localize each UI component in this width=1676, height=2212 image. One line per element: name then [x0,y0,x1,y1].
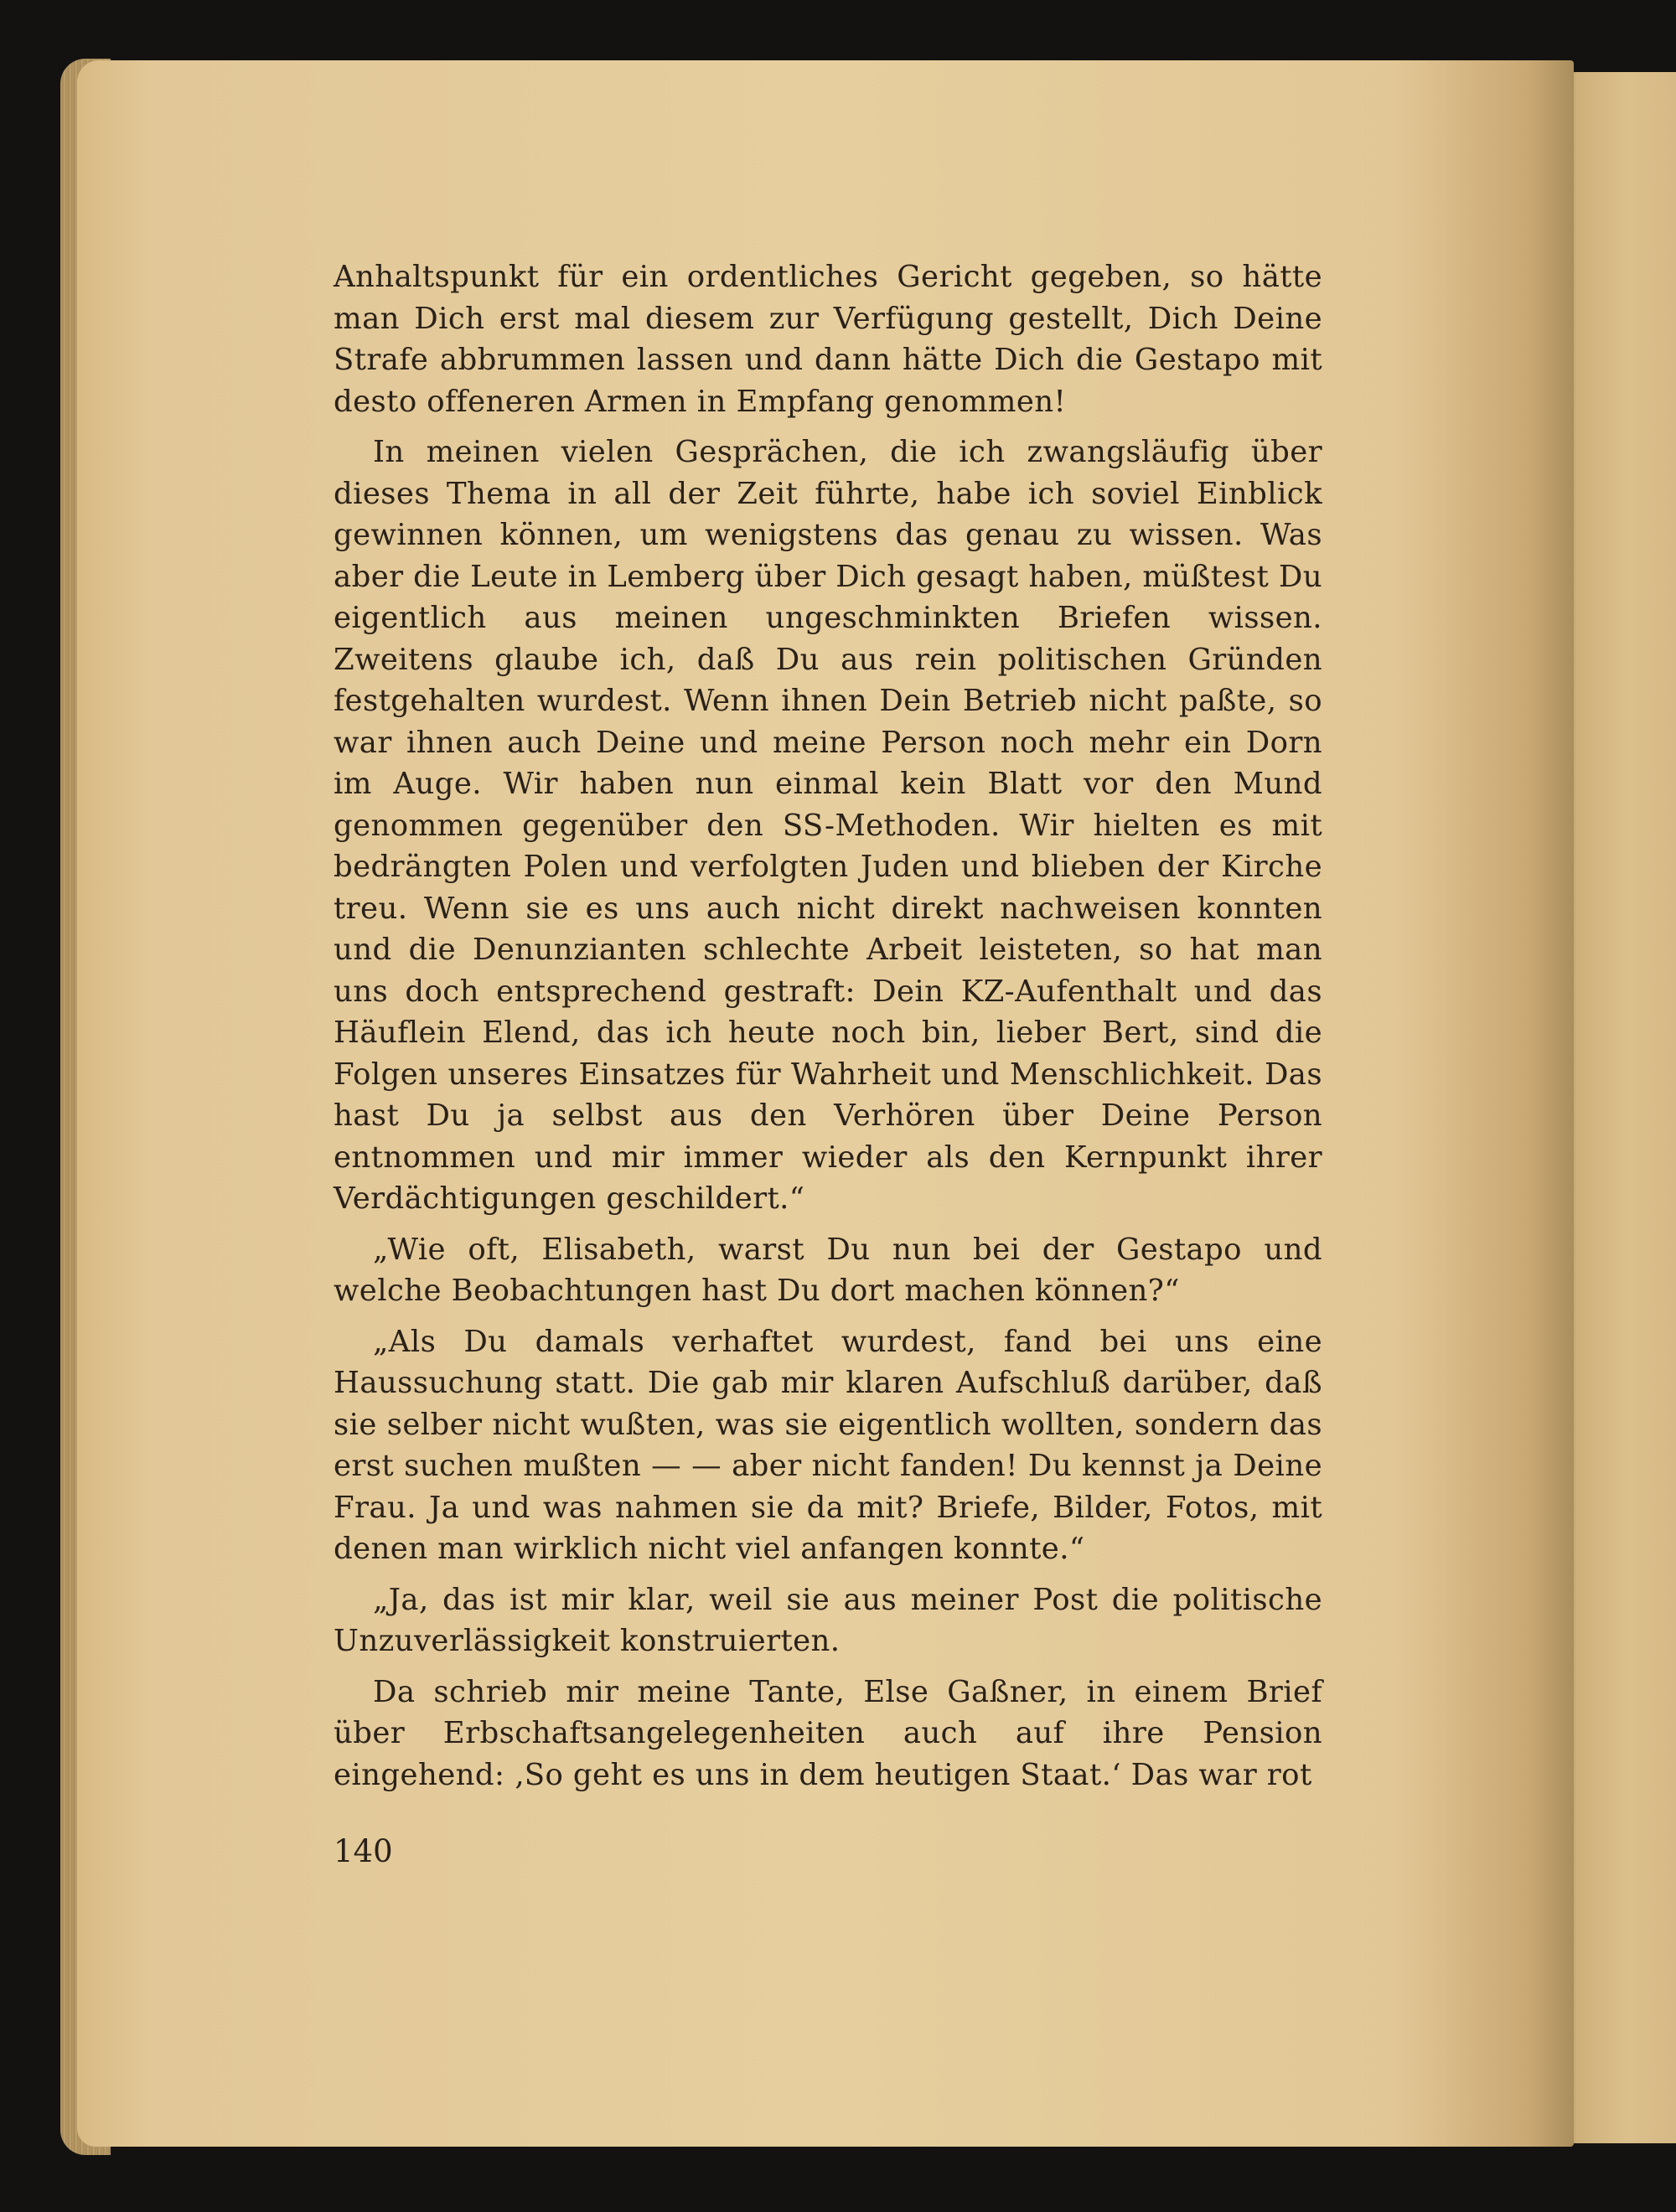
paragraph: „Als Du damals verhaftet wurdest, fand bei uns eine Haussuchung statt. Die gab mir klaren Aufschluß darüber, daß sie selber nicht wußten, was sie eigentlich wollten, sondern das erst suchen mußten — — aber nicht fanden! Du kennst ja Deine Frau. Ja und was nahmen sie da mit? Briefe, Bilder, Fotos, mit denen man wirklich nicht viel anfangen konnte.“ [334,1324,1322,1566]
paragraph: In meinen vielen Gesprächen, die ich zwangsläufig über dieses Thema in all der Zeit führte, habe ich soviel Einblick gewinnen können, um wenigstens das genau zu wissen. Was aber die Leute in Lemberg über Dich gesagt haben, müßtest Du eigentlich aus meinen ungeschminkten Briefen wissen. Zweitens glaube ich, daß Du aus rein politischen Gründen festgehalten wurdest. Wenn ihnen Dein Betrieb nicht paßte, so war ihnen auch Deine und meine Person noch mehr ein Dorn im Auge. Wir haben nun einmal kein Blatt vor den Mund genommen gegenüber den SS-Methoden. Wir hielten es mit bedrängten Polen und verfolgten Juden und blieben der Kirche treu. Wenn sie es uns auch nicht direkt nachweisen konnten und die Denunzianten schlechte Arbeit leisteten, so hat man uns doch entsprechend gestraft: Dein KZ-Aufenthalt und das Häuflein Elend, das ich heute noch bin, lieber Bert, sind die Folgen unseres Einsatzes für Wahrheit und Menschlichkeit. Das hast Du ja selbst aus den Verhören über Deine Person entnommen und mir immer wieder als den Kernpunkt ihrer Verdächtigungen geschildert.“ [334,435,1322,1216]
paragraph: „Ja, das ist mir klar, weil sie aus meiner Post die politische Unzuverlässigkeit konstruierten. [334,1582,1322,1658]
paragraph: Da schrieb mir meine Tante, Else Gaßner, in einem Brief über Erbschaftsangelegenheiten auch auf ihre Pension eingehend: ‚So geht es uns in dem heutigen Staat.‘ Das war rot [334,1674,1322,1792]
paragraph: „Wie oft, Elisabeth, warst Du nun bei der Gestapo und welche Beobachtungen hast Du dort machen können?“ [334,1232,1322,1308]
page-number: 140 [334,1833,393,1869]
body-text [334,256,1322,1805]
paragraph: Anhaltspunkt für ein ordentliches Gericht gegeben, so hätte man Dich erst mal diesem zur Verfügung gestellt, Dich Deine Strafe abbrummen lassen und dann hätte Dich die Gestapo mit desto offeneren Armen in Empfang genommen! [334,260,1322,419]
